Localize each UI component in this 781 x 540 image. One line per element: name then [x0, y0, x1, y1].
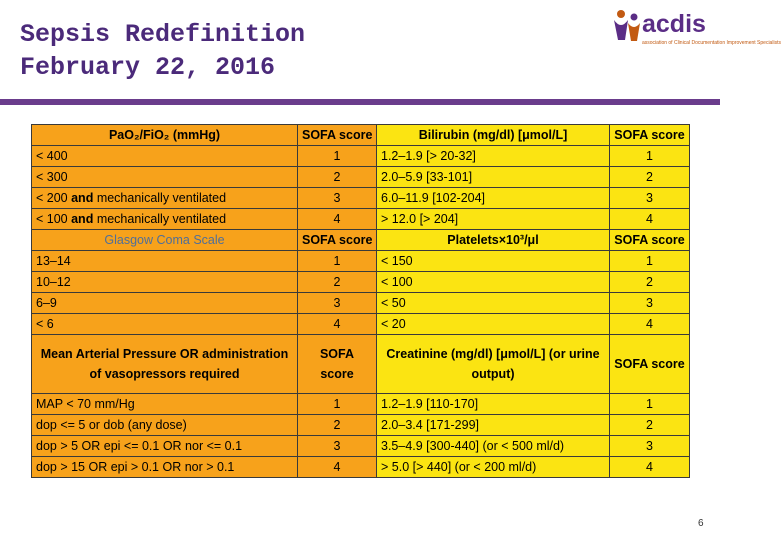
right-score-cell: 4 — [610, 314, 690, 335]
right-score-header: SOFA score — [610, 230, 690, 251]
right-criterion-header: Platelets×10³/μl — [377, 230, 610, 251]
right-score-cell: 1 — [610, 394, 690, 415]
table-row — [32, 188, 690, 209]
right-criterion-cell: 1.2–1.9 [110-170] — [377, 394, 610, 415]
left-score-cell: 3 — [298, 436, 377, 457]
left-score-cell: 4 — [298, 457, 377, 478]
right-criterion-cell: < 20 — [377, 314, 610, 335]
right-score-header: SOFA score — [610, 335, 690, 394]
left-criterion-cell — [32, 188, 298, 209]
right-criterion-cell: > 5.0 [> 440] (or < 200 ml/d) — [377, 457, 610, 478]
logo-wordmark: acdis — [642, 10, 706, 38]
right-criterion-cell: 2.0–5.9 [33-101] — [377, 167, 610, 188]
left-score-header: SOFA score — [298, 335, 377, 394]
right-score-cell: 3 — [610, 436, 690, 457]
criterion-bold-text: and — [71, 190, 94, 205]
left-score-cell: 2 — [298, 272, 377, 293]
right-score-cell: 3 — [610, 188, 690, 209]
right-score-cell: 1 — [610, 251, 690, 272]
right-score-cell: 2 — [610, 272, 690, 293]
left-criterion-header: Mean Arterial Pressure OR administration of vasopressors required — [32, 335, 298, 394]
left-criterion-cell: < 300 — [32, 167, 298, 188]
right-criterion-cell: < 150 — [377, 251, 610, 272]
left-criterion-cell: 10–12 — [32, 272, 298, 293]
acdis-logo — [612, 8, 781, 54]
table-row — [32, 314, 690, 335]
right-score-cell: 1 — [610, 146, 690, 167]
right-score-header: SOFA score — [610, 125, 690, 146]
left-score-header: SOFA score — [298, 125, 377, 146]
title-line-1: Sepsis Redefinition — [20, 20, 306, 49]
left-criterion-cell: 6–9 — [32, 293, 298, 314]
table-row — [32, 251, 690, 272]
right-criterion-header: Bilirubin (mg/dl) [μmol/L] — [377, 125, 610, 146]
right-criterion-cell: 3.5–4.9 [300-440] (or < 500 ml/d) — [377, 436, 610, 457]
table-row — [32, 457, 690, 478]
right-criterion-cell: < 100 — [377, 272, 610, 293]
left-score-cell: 4 — [298, 314, 377, 335]
table-row — [32, 436, 690, 457]
left-criterion-header: PaO₂/FiO₂ (mmHg) — [32, 125, 298, 146]
left-score-cell: 1 — [298, 146, 377, 167]
right-criterion-header: Creatinine (mg/dl) [μmol/L] (or urine output) — [377, 335, 610, 394]
table-row — [32, 146, 690, 167]
left-criterion-header[interactable]: Glasgow Coma Scale — [32, 230, 298, 251]
table-row — [32, 167, 690, 188]
left-score-cell: 4 — [298, 209, 377, 230]
table-header-row — [32, 335, 690, 394]
right-criterion-cell: 2.0–3.4 [171-299] — [377, 415, 610, 436]
right-criterion-cell: 6.0–11.9 [102-204] — [377, 188, 610, 209]
left-criterion-cell: MAP < 70 mm/Hg — [32, 394, 298, 415]
table-row — [32, 394, 690, 415]
table-header-row — [32, 125, 690, 146]
title-line-2: February 22, 2016 — [20, 53, 276, 82]
right-score-cell: 3 — [610, 293, 690, 314]
left-score-cell: 1 — [298, 394, 377, 415]
left-criterion-cell — [32, 209, 298, 230]
sofa-score-table — [31, 124, 690, 478]
criterion-text: < 100 — [36, 211, 72, 226]
criterion-text: mechanically ventilated — [93, 211, 227, 226]
table-row — [32, 209, 690, 230]
right-score-cell: 2 — [610, 415, 690, 436]
people-icon — [612, 8, 642, 48]
left-score-cell: 2 — [298, 415, 377, 436]
right-criterion-cell: > 12.0 [> 204] — [377, 209, 610, 230]
right-criterion-cell: < 50 — [377, 293, 610, 314]
left-score-cell: 1 — [298, 251, 377, 272]
left-score-cell: 2 — [298, 167, 377, 188]
left-score-cell: 3 — [298, 293, 377, 314]
page-number: 6 — [698, 518, 704, 529]
right-score-cell: 4 — [610, 457, 690, 478]
left-criterion-cell: dop <= 5 or dob (any dose) — [32, 415, 298, 436]
header-divider — [0, 99, 720, 105]
left-score-header: SOFA score — [298, 230, 377, 251]
left-criterion-cell: < 400 — [32, 146, 298, 167]
table-row — [32, 415, 690, 436]
criterion-text: mechanically ventilated — [93, 190, 227, 205]
right-score-cell: 2 — [610, 167, 690, 188]
right-score-cell: 4 — [610, 209, 690, 230]
logo-tagline: association of Clinical Documentation Improvement Specialists — [642, 40, 781, 46]
left-criterion-cell: < 6 — [32, 314, 298, 335]
right-criterion-cell: 1.2–1.9 [> 20-32] — [377, 146, 610, 167]
table-row — [32, 272, 690, 293]
left-criterion-cell: dop > 5 OR epi <= 0.1 OR nor <= 0.1 — [32, 436, 298, 457]
table-row — [32, 293, 690, 314]
table-header-row — [32, 230, 690, 251]
criterion-text: < 200 — [36, 190, 72, 205]
left-criterion-cell: 13–14 — [32, 251, 298, 272]
criterion-bold-text: and — [71, 211, 94, 226]
slide-title — [20, 18, 305, 84]
left-score-cell: 3 — [298, 188, 377, 209]
left-criterion-cell: dop > 15 OR epi > 0.1 OR nor > 0.1 — [32, 457, 298, 478]
